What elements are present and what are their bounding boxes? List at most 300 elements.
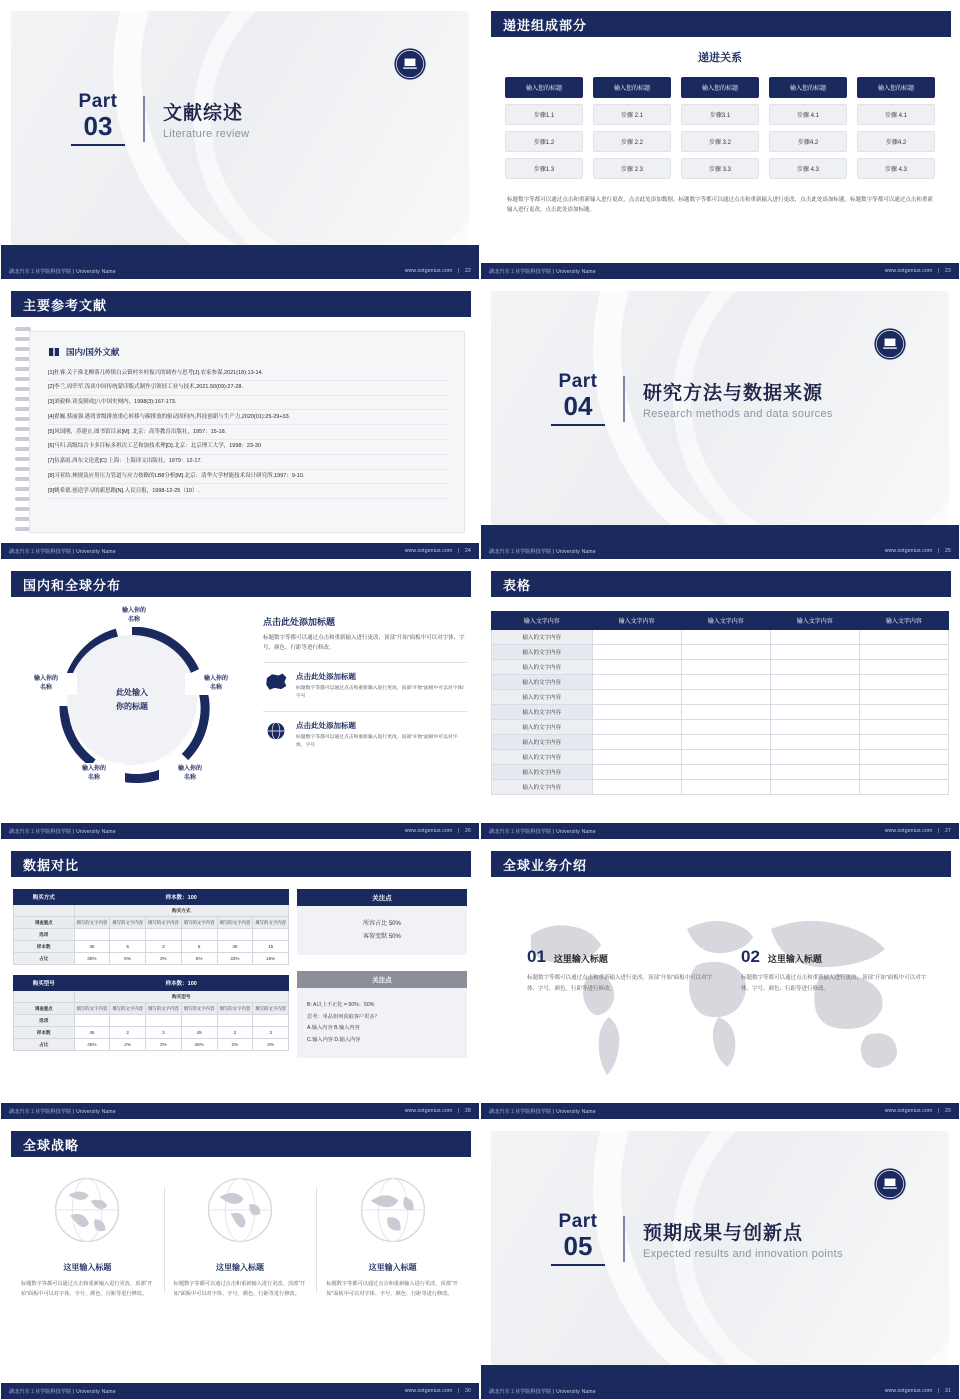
part-label-block: [71, 91, 143, 146]
table-cell[interactable]: [681, 660, 770, 675]
table-row[interactable]: [14, 941, 289, 953]
table-cell[interactable]: [859, 750, 948, 765]
column-cell[interactable]: 步骤 2.2: [593, 131, 671, 152]
table-col-header[interactable]: 购买型号: [14, 976, 75, 991]
part-title-cn: 研究方法与数据来源: [643, 382, 824, 404]
distribution-text-column: [263, 615, 467, 750]
footer-url: www.sotgenius.com: [404, 1388, 453, 1394]
table-cell[interactable]: [770, 675, 859, 690]
part-title-block: [625, 378, 833, 420]
part-divider: [623, 1216, 625, 1262]
strategy-column[interactable]: [164, 1173, 317, 1299]
sub-item-text: 标题数字等都可以通过点击和重新输入进行更改，顶部“开始”面板中可以对字体、字号: [296, 734, 458, 748]
table-row[interactable]: [14, 1039, 289, 1051]
circle-node[interactable]: 输入你的 名称: [159, 763, 221, 785]
table-cell[interactable]: [681, 630, 770, 645]
sub-item[interactable]: [263, 662, 467, 701]
table-cell[interactable]: 输入的文字内容: [492, 750, 593, 765]
focus-panel-2: [297, 971, 467, 1058]
table-cell[interactable]: [770, 690, 859, 705]
row-label: 选项: [14, 929, 75, 941]
table-cell[interactable]: 输入的文字内容: [492, 675, 593, 690]
circle-node[interactable]: 输入你的 名称: [101, 605, 167, 627]
table-cell[interactable]: 3: [146, 941, 182, 953]
column-cell[interactable]: 步骤1.2: [505, 131, 583, 152]
table-cell: 填写的文字内容: [181, 1003, 217, 1015]
table-cell[interactable]: [110, 1015, 146, 1027]
table-cell[interactable]: 15%: [253, 953, 289, 965]
part-number: 03: [83, 111, 113, 141]
table-cell[interactable]: 5: [181, 941, 217, 953]
progressive-column[interactable]: [681, 77, 759, 179]
globe-icon: [356, 1173, 430, 1247]
footer-url: www.sotgenius.com: [884, 1108, 933, 1114]
slide-footer: [1, 543, 479, 559]
footer-right: [405, 548, 471, 554]
part-title-cn: 文献综述: [163, 102, 244, 124]
global-business-column[interactable]: [527, 947, 715, 994]
column-header[interactable]: 输入您的标题: [505, 77, 583, 98]
page-number: 22: [465, 268, 471, 274]
table-cell: 购买型号: [74, 991, 289, 1003]
strategy-column[interactable]: [316, 1173, 469, 1299]
footer-left: 湖北汽车工业学院科技学院 | University Name: [9, 268, 116, 275]
slide-footer: [1, 1103, 479, 1119]
slide-data-comparison[interactable]: [0, 840, 480, 1120]
table-cell[interactable]: 2%: [110, 1039, 146, 1051]
table-col-header[interactable]: 样本数：100: [74, 890, 289, 905]
table-cell[interactable]: [74, 929, 110, 941]
strategy-title[interactable]: 这里输入标题: [63, 1263, 112, 1272]
footer-left: 湖北汽车工业学院科技学院 | University Name: [489, 1388, 596, 1395]
part-rule: [551, 424, 605, 426]
table-cell[interactable]: [770, 720, 859, 735]
table-row: [14, 1003, 289, 1015]
table-cell[interactable]: [770, 765, 859, 780]
table-cell[interactable]: [681, 690, 770, 705]
table-cell: 填写的文字内容: [74, 917, 110, 929]
slide-title-bar: [491, 851, 951, 877]
slide-title: 数据对比: [23, 857, 80, 873]
reference-item: [5]风国刚，苏建止.图书馆目录[M]. 北京：高等教育出版社，1957：15-18.: [48, 425, 448, 440]
strategy-title[interactable]: 这里输入标题: [216, 1263, 264, 1272]
table-cell[interactable]: [217, 929, 253, 941]
sub-item-text: 标题数字等都可以通过点击和重新输入进行更改，顶部“开始”面板中可以对字体/字号: [296, 686, 464, 700]
table-row[interactable]: [14, 953, 289, 965]
table-cell[interactable]: [859, 705, 948, 720]
part-word: Part: [78, 91, 118, 112]
part-bottom-bar: [481, 1365, 959, 1383]
book-icon: [48, 347, 60, 357]
table-cell: 填写的文字内容: [253, 917, 289, 929]
slide-title-bar: [11, 571, 471, 597]
table-cell[interactable]: [681, 720, 770, 735]
column-cell[interactable]: 步骤1.1: [505, 104, 583, 125]
slide-title: 主要参考文献: [23, 297, 108, 313]
table-cell[interactable]: [146, 929, 182, 941]
column-title[interactable]: 这里输入标题: [553, 954, 608, 964]
column-header[interactable]: 输入您的标题: [857, 77, 935, 98]
part-word: Part: [558, 1211, 598, 1232]
circle-node[interactable]: 输入你的 名称: [15, 673, 77, 695]
table-cell[interactable]: 5%: [181, 953, 217, 965]
footer-sep: |: [457, 828, 460, 834]
table-cell[interactable]: [859, 630, 948, 645]
table-row[interactable]: [14, 929, 289, 941]
table-cell[interactable]: [592, 675, 681, 690]
panel-body: [297, 988, 467, 1058]
focus-panels: [297, 889, 467, 1058]
footer-right: [405, 828, 471, 834]
table-cell[interactable]: [681, 675, 770, 690]
row-label: 样本数: [14, 1027, 75, 1039]
table-cell[interactable]: [110, 929, 146, 941]
reference-item: [3]刘毅修.读变制成]八中国史网内，1998(3):167-173.: [48, 396, 448, 411]
slide-body: [491, 45, 949, 255]
slide-footer: [481, 263, 959, 279]
table-cell[interactable]: 输入的文字内容: [492, 705, 593, 720]
table-cell[interactable]: [592, 750, 681, 765]
column-cell[interactable]: 步骤 4.3: [857, 158, 935, 179]
circle-node[interactable]: 输入你的 名称: [185, 673, 247, 695]
table-cell[interactable]: 5: [110, 941, 146, 953]
footer-left: 湖北汽车工业学院科技学院 | University Name: [9, 548, 116, 555]
table-cell[interactable]: [859, 735, 948, 750]
table-cell[interactable]: [770, 645, 859, 660]
page-number: 26: [465, 828, 471, 834]
table-cell[interactable]: 35: [74, 941, 110, 953]
column-cell[interactable]: 步骤1.3: [505, 158, 583, 179]
slide-title-bar: [11, 291, 471, 317]
strategy-title[interactable]: 这里输入标题: [368, 1263, 417, 1272]
table-cell[interactable]: [770, 630, 859, 645]
data-table[interactable]: [491, 611, 949, 795]
slide-distribution[interactable]: [0, 560, 480, 840]
main-title[interactable]: 点击此处添加标题: [263, 617, 336, 627]
table-cell[interactable]: [592, 780, 681, 795]
table-cell[interactable]: 输入的文字内容: [492, 735, 593, 750]
table-col-header[interactable]: 输入文字内容: [592, 612, 681, 630]
slide-part-04[interactable]: [480, 280, 960, 560]
table-cell: 填写的文字内容: [217, 1003, 253, 1015]
table-cell[interactable]: [681, 705, 770, 720]
page-number: 28: [465, 1108, 471, 1114]
circle-diagram: [9, 608, 259, 811]
panel-line: B: A以上不正化 = 50%：50%: [307, 1002, 375, 1009]
row-label: 样本数: [14, 941, 75, 953]
reference-item: [1]杜睿.关于淮北柳落几岭镇白云镇村乡村振兴的调查与思考[J].农家参谋,2021(18):13-14.: [48, 366, 448, 381]
table-cell[interactable]: [681, 780, 770, 795]
table-body: [492, 630, 949, 795]
footer-url: www.sotgenius.com: [884, 828, 933, 834]
slide-table[interactable]: [480, 560, 960, 840]
table-row[interactable]: [492, 735, 949, 750]
table-row[interactable]: [492, 780, 949, 795]
footer-right: [885, 548, 951, 554]
part-title-en: Literature review: [163, 127, 250, 140]
table-cell[interactable]: [859, 645, 948, 660]
table-cell[interactable]: 输入的文字内容: [492, 780, 593, 795]
table-cell[interactable]: [217, 1015, 253, 1027]
sub-item-title[interactable]: 点击此处添加标题: [296, 672, 356, 682]
page-number: 30: [465, 1388, 471, 1394]
table-cell[interactable]: [74, 1015, 110, 1027]
table-col-header[interactable]: 输入文字内容: [859, 612, 948, 630]
circle-node[interactable]: 输入你的 名称: [63, 763, 125, 785]
part-label-block: [551, 1211, 623, 1266]
footer-url: www.sotgenius.com: [404, 268, 453, 274]
comparison-tables: [13, 889, 289, 1061]
table-cell[interactable]: 输入的文字内容: [492, 630, 593, 645]
page-number: 24: [465, 548, 471, 554]
table-cell[interactable]: [592, 630, 681, 645]
table-cell[interactable]: 输入的文字内容: [492, 645, 593, 660]
table-cell: 填写的文字内容: [253, 1003, 289, 1015]
table-header-row: [14, 890, 289, 905]
table-cell[interactable]: [592, 720, 681, 735]
global-business-column[interactable]: [741, 947, 929, 994]
reference-item: [2]李兰,周荦荦.浅谈中国传统蒙印版式制作引领轻工业与技术,2021.50(09):27-28.: [48, 381, 448, 396]
table-cell[interactable]: 3: [146, 1027, 182, 1039]
table-row[interactable]: [492, 675, 949, 690]
footer-sep: |: [457, 1388, 460, 1394]
table-row[interactable]: [492, 705, 949, 720]
table-cell[interactable]: [681, 735, 770, 750]
table-cell[interactable]: 45: [74, 1027, 110, 1039]
slide-part-03[interactable]: [0, 0, 480, 280]
table-row[interactable]: [492, 660, 949, 675]
part-heading: [551, 1211, 843, 1266]
table-cell[interactable]: [859, 690, 948, 705]
table-cell[interactable]: [592, 735, 681, 750]
part-rule: [551, 1264, 605, 1266]
table-cell[interactable]: 2: [217, 1027, 253, 1039]
table-cell[interactable]: 35: [217, 941, 253, 953]
table-cell[interactable]: 输入的文字内容: [492, 660, 593, 675]
progressive-column[interactable]: [505, 77, 583, 179]
table-cell[interactable]: 输入的文字内容: [492, 720, 593, 735]
sub-item-title[interactable]: 点击此处添加标题: [296, 720, 356, 730]
table-cell[interactable]: [181, 1015, 217, 1027]
table-cell[interactable]: [592, 705, 681, 720]
table-row[interactable]: [492, 720, 949, 735]
strategy-text: 标题数字等都可以通过点击和重新输入进行更改，顶部“开始”面板中可以对字体、字号、颜色、行距等进行修改。: [21, 1281, 153, 1298]
strategy-column[interactable]: [11, 1173, 164, 1299]
circle-center-line1: 此处输入: [116, 687, 148, 697]
table-row[interactable]: [14, 1027, 289, 1039]
table-cell[interactable]: 3%: [253, 1039, 289, 1051]
column-cell[interactable]: 步骤 4.1: [857, 104, 935, 125]
slide-global-business[interactable]: [480, 840, 960, 1120]
footer-left: 湖北汽车工业学院科技学院 | University Name: [489, 828, 596, 835]
focus-panel-1: [297, 889, 467, 955]
table-cell[interactable]: [681, 645, 770, 660]
table-cell: 购买方式: [74, 905, 289, 917]
column-cell[interactable]: 步骤 4.1: [769, 104, 847, 125]
reference-panel: [29, 331, 465, 533]
table-cell: 填写的文字内容: [146, 1003, 182, 1015]
table-row: [14, 905, 289, 917]
progressive-column[interactable]: [857, 77, 935, 179]
table-col-header[interactable]: 输入文字内容: [681, 612, 770, 630]
slide-title-bar: [11, 1131, 471, 1157]
table-row[interactable]: [14, 1015, 289, 1027]
table-cell[interactable]: [681, 750, 770, 765]
table-cell[interactable]: 2%: [217, 1039, 253, 1051]
table-cell[interactable]: 3%: [146, 953, 182, 965]
global-business-columns: [527, 947, 929, 994]
column-cell[interactable]: 步骤 4.3: [769, 158, 847, 179]
slide-progressive[interactable]: [480, 0, 960, 280]
table-cell[interactable]: 33%: [217, 953, 253, 965]
slide-references[interactable]: [0, 280, 480, 560]
table-col-header[interactable]: 输入文字内容: [770, 612, 859, 630]
row-label: 占比: [14, 953, 75, 965]
table-cell: 调查重点: [14, 1003, 75, 1015]
column-header[interactable]: 输入您的标题: [769, 77, 847, 98]
table-cell[interactable]: 45: [181, 1027, 217, 1039]
table-cell[interactable]: 输入的文字内容: [492, 690, 593, 705]
main-text: 标题数字等都可以通过点击和重新输入进行更改，顶部“开始”面板中可以对字体、字号、颜色、行距等进行修改。: [263, 635, 465, 652]
table-cell[interactable]: [253, 929, 289, 941]
circle-center: [67, 635, 197, 765]
table-cell[interactable]: [253, 1015, 289, 1027]
table-cell[interactable]: [770, 780, 859, 795]
table-cell[interactable]: [770, 735, 859, 750]
table-cell: 填写的文字内容: [110, 1003, 146, 1015]
panel-body: [297, 906, 467, 955]
panel-line: C.输入内容 D.输入内容: [307, 1036, 361, 1043]
footer-right: [885, 1108, 951, 1114]
table-cell[interactable]: [770, 660, 859, 675]
table-col-header[interactable]: 输入文字内容: [492, 612, 593, 630]
footer-sep: |: [937, 548, 940, 554]
column-title[interactable]: 这里输入标题: [767, 954, 822, 964]
part-title-cn: 预期成果与创新点: [643, 1222, 804, 1244]
panel-line: 客留变默 50%: [363, 933, 401, 940]
table-cell[interactable]: [859, 765, 948, 780]
table-cell[interactable]: [592, 765, 681, 780]
table-cell: 填写的文字内容: [146, 917, 182, 929]
table-cell[interactable]: [770, 705, 859, 720]
panel-line: 思考：单品如何获取客户更多？: [307, 1013, 380, 1020]
table-cell: 填写的文字内容: [181, 917, 217, 929]
footer-right: [405, 268, 471, 274]
column-cell[interactable]: 步骤4.2: [769, 131, 847, 152]
progressive-column[interactable]: [593, 77, 671, 179]
table-row[interactable]: [492, 750, 949, 765]
globe-icon: [263, 720, 289, 742]
university-seal-icon: [873, 327, 907, 361]
footer-url: www.sotgenius.com: [884, 548, 933, 554]
comparison-table-1[interactable]: [13, 889, 289, 965]
footer-url: www.sotgenius.com: [404, 828, 453, 834]
table-cell[interactable]: 45%: [181, 1039, 217, 1051]
table-cell[interactable]: [859, 660, 948, 675]
table-cell[interactable]: 35%: [74, 953, 110, 965]
slide-part-05[interactable]: [480, 1120, 960, 1400]
progressive-note: 标题数字等都可以通过点击和重新输入进行更改，点击此处添加数据。标题数字等都可以通过点击和重新输入进行更改，点击此处添加标题。标题数字等都可以通过点击和重新输入进行更改，点击此处添加标题。: [507, 197, 933, 214]
column-cell[interactable]: 步骤 3.3: [681, 158, 759, 179]
slide-title: 全球战略: [23, 1137, 80, 1153]
strategy-columns: [11, 1173, 469, 1299]
table-row[interactable]: [492, 645, 949, 660]
table-cell[interactable]: [592, 690, 681, 705]
part-title-block: [625, 1218, 843, 1260]
column-cell[interactable]: 步骤 2.3: [593, 158, 671, 179]
page-number: 29: [945, 1108, 951, 1114]
column-number: 02: [741, 947, 760, 966]
column-cell[interactable]: 步骤 3.2: [681, 131, 759, 152]
table-row[interactable]: [492, 630, 949, 645]
part-number: 05: [563, 1231, 593, 1261]
table-cell[interactable]: 3%: [146, 1039, 182, 1051]
table-row[interactable]: [492, 765, 949, 780]
slide-title: 国内和全球分布: [23, 577, 122, 593]
table-header-row: [492, 612, 949, 630]
table-cell[interactable]: [592, 660, 681, 675]
part-number: 04: [563, 391, 593, 421]
slide-title: 递进组成部分: [503, 17, 588, 33]
footer-left: 湖北汽车工业学院科技学院 | University Name: [489, 268, 596, 275]
china-map-icon: [263, 671, 289, 693]
table-cell: [14, 991, 75, 1003]
panel-line: 所容占比 50%: [363, 921, 401, 927]
column-cell[interactable]: 步骤4.2: [857, 131, 935, 152]
table-cell[interactable]: 15: [253, 941, 289, 953]
column-header[interactable]: 输入您的标题: [593, 77, 671, 98]
table-col-header[interactable]: 样本数：100: [74, 976, 289, 991]
table-cell[interactable]: 5%: [110, 953, 146, 965]
table-cell: 填写的文字内容: [110, 917, 146, 929]
footer-left: 湖北汽车工业学院科技学院 | University Name: [489, 548, 596, 555]
footer-right: [885, 828, 951, 834]
footer-url: www.sotgenius.com: [884, 268, 933, 274]
sub-item[interactable]: [263, 711, 467, 750]
part-heading: [71, 91, 249, 146]
table-cell[interactable]: [859, 675, 948, 690]
table-cell[interactable]: [146, 1015, 182, 1027]
progressive-subtitle: 递进关系: [698, 52, 742, 64]
slide-global-strategy[interactable]: [0, 1120, 480, 1400]
reference-panel-title: 国内/国外文献: [66, 347, 120, 357]
table-col-header[interactable]: 购买方式: [14, 890, 75, 905]
table-cell[interactable]: [681, 765, 770, 780]
column-cell[interactable]: 步骤 2.1: [593, 104, 671, 125]
reference-list: [48, 366, 448, 499]
table-row[interactable]: [492, 690, 949, 705]
table-cell[interactable]: 输入的文字内容: [492, 765, 593, 780]
slide-footer: [1, 263, 479, 279]
table-cell[interactable]: [859, 780, 948, 795]
part-background: [491, 1131, 949, 1365]
table-cell[interactable]: [592, 645, 681, 660]
slide-title: 全球业务介绍: [503, 857, 588, 873]
table-cell[interactable]: 2: [110, 1027, 146, 1039]
table-cell[interactable]: 3: [253, 1027, 289, 1039]
table-cell[interactable]: [770, 750, 859, 765]
column-cell[interactable]: 步骤3.1: [681, 104, 759, 125]
page-number: 27: [945, 828, 951, 834]
comparison-table-2[interactable]: [13, 975, 289, 1051]
column-header[interactable]: 输入您的标题: [681, 77, 759, 98]
progressive-column[interactable]: [769, 77, 847, 179]
table-cell[interactable]: [859, 720, 948, 735]
table-cell[interactable]: 45%: [74, 1039, 110, 1051]
slide-title-bar: [11, 851, 471, 877]
table-cell[interactable]: [181, 929, 217, 941]
column-number: 01: [527, 947, 546, 966]
